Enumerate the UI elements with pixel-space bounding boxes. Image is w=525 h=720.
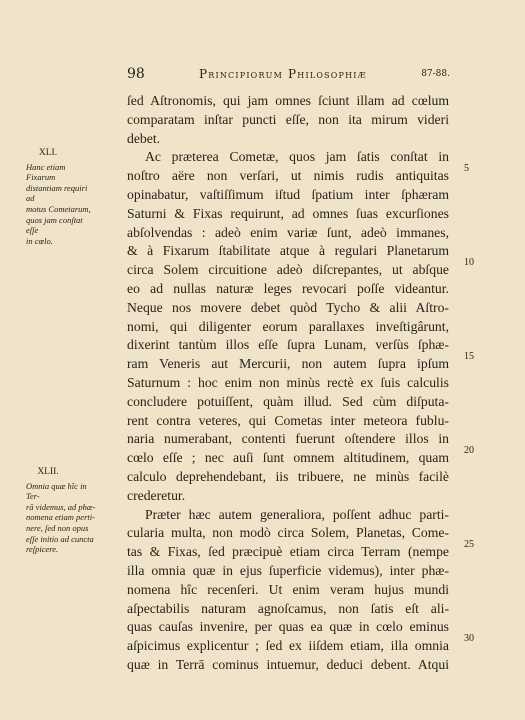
text-line: Ac præterea Cometæ, quos jam ſatis conſtat in	[145, 149, 449, 165]
page-header	[127, 66, 450, 86]
line-number: 10	[464, 257, 474, 268]
text-line: rent contra veteres, qui Cometas inter meteora fublu-	[127, 412, 449, 428]
text-line: nomi, qui diligenter eorum parallaxes inveſtigârunt,	[127, 318, 449, 334]
text-line: cœlo eſſe ; nec auſi ſunt omnem altitudinem, quam	[127, 450, 449, 466]
text-line: aſpicimus explicentur ; ſed ex iiſdem etiam, illa omnia	[127, 638, 449, 654]
line-number: 15	[464, 351, 474, 362]
text-line: nomena hîc recenſeri. Ut enim veram hujus mundi	[127, 581, 449, 597]
main-text	[127, 92, 449, 675]
section-range: 87-88.	[421, 69, 450, 79]
text-line: calculo deprehendebant, iis tribuere, ne minùs facilè	[127, 468, 449, 484]
text-line: dixerint tantùm illos eſſe ſupra Lunam, verſùs ſphæ-	[127, 337, 449, 353]
text-line: illa omnia quæ in ejus ſuperficie videmus), inter phæ-	[127, 562, 449, 578]
text-line: circa Solem circuitione adeò diſcrepantes, ut abſque	[127, 262, 449, 278]
text-line: concludere potuiſſent, quàm illud. Sed cùm diſputa-	[127, 393, 449, 409]
text-line: aſpectabilis naturam agnoſcamus, non ſatis eſt ali-	[127, 600, 449, 616]
margin-note-line: rā videmus, ad phæ-	[26, 501, 96, 512]
line-number: 20	[464, 445, 474, 456]
page-number: 98	[127, 66, 145, 82]
line-number: 25	[464, 539, 474, 550]
margin-note-line: eſſe initio ad cuncta	[26, 533, 94, 544]
margin-note-line: nere, ſed non opus	[26, 522, 89, 533]
margin-note-line: in cœlo.	[26, 235, 53, 246]
text-line: eo ad nullas naturæ leges revocari poſſe videantur.	[127, 280, 449, 296]
text-line: opinabatur, vaſtiſſimum iſtud ſpatium inter ſphæram	[127, 186, 449, 202]
text-line: noſtro aëre non verſari, ut nimis rudis antiquitas	[127, 168, 449, 184]
text-line: debet.	[127, 130, 161, 146]
text-line: comparatam inſtar puncti eſſe, non ita mirum videri	[127, 111, 449, 127]
text-line: & à Fixarum ſtabilitate atque à regulari Planetarum	[127, 243, 449, 259]
margin-note-line: reſpicere.	[26, 544, 59, 555]
text-line: ram Veneris aut Mercurii, non autem ſupra ipſum	[127, 356, 449, 372]
text-line: Neque nos movere debet quòd Tycho & alii Aſtro-	[127, 299, 449, 315]
margin-note-xlii	[26, 467, 96, 555]
text-line: Saturni & Fixas requirunt, ad omnes ſuas excurſiones	[127, 205, 449, 221]
margin-note-line: Omnia quæ hîc in Ter-	[26, 480, 87, 502]
text-line: tas & Fixas, ſed præcipuè etiam circa Terram (nempe	[127, 544, 449, 560]
text-line: quas cauſas invenire, per quas ea quæ in cœlo eminus	[127, 619, 449, 635]
margin-note-xli	[26, 148, 96, 246]
text-line: abſolvendas : adeò enim variæ ſunt, adeò immanes,	[127, 224, 449, 240]
margin-note-heading: XLI.	[38, 148, 58, 158]
text-line: naria numerabant, contenti fuerunt oſtendere illos in	[127, 431, 449, 447]
margin-note-line: nomena etiam perti-	[26, 512, 95, 523]
running-title: Principiorum Philosophiæ	[199, 67, 367, 81]
margin-note-heading: XLII.	[37, 467, 59, 477]
text-line: ſed Aſtronomis, qui jam omnes ſciunt illam ad cœlum	[127, 93, 449, 108]
margin-note-line: distantiam requiri ad	[26, 182, 88, 204]
text-line: quæ in Terrā cominus intuemur, deduci debent. Atqui	[127, 656, 449, 672]
line-number: 30	[464, 633, 474, 644]
text-line: crederetur.	[127, 487, 186, 503]
margin-note-line: motus Cometarum,	[26, 203, 91, 214]
text-line: cularia multa, non modò circa Solem, Planetas, Come-	[127, 525, 449, 541]
margin-note-line: Hanc etiam Fixarum	[26, 161, 66, 183]
margin-note-line: quos jam conſtat eſſe	[26, 214, 83, 236]
text-line: Præter hæc autem generaliora, poſſent adhuc parti-	[145, 506, 449, 522]
line-number: 5	[464, 163, 469, 174]
text-line: Saturnum : hoc enim non minùs rectè ex ſuis calculis	[127, 374, 449, 390]
